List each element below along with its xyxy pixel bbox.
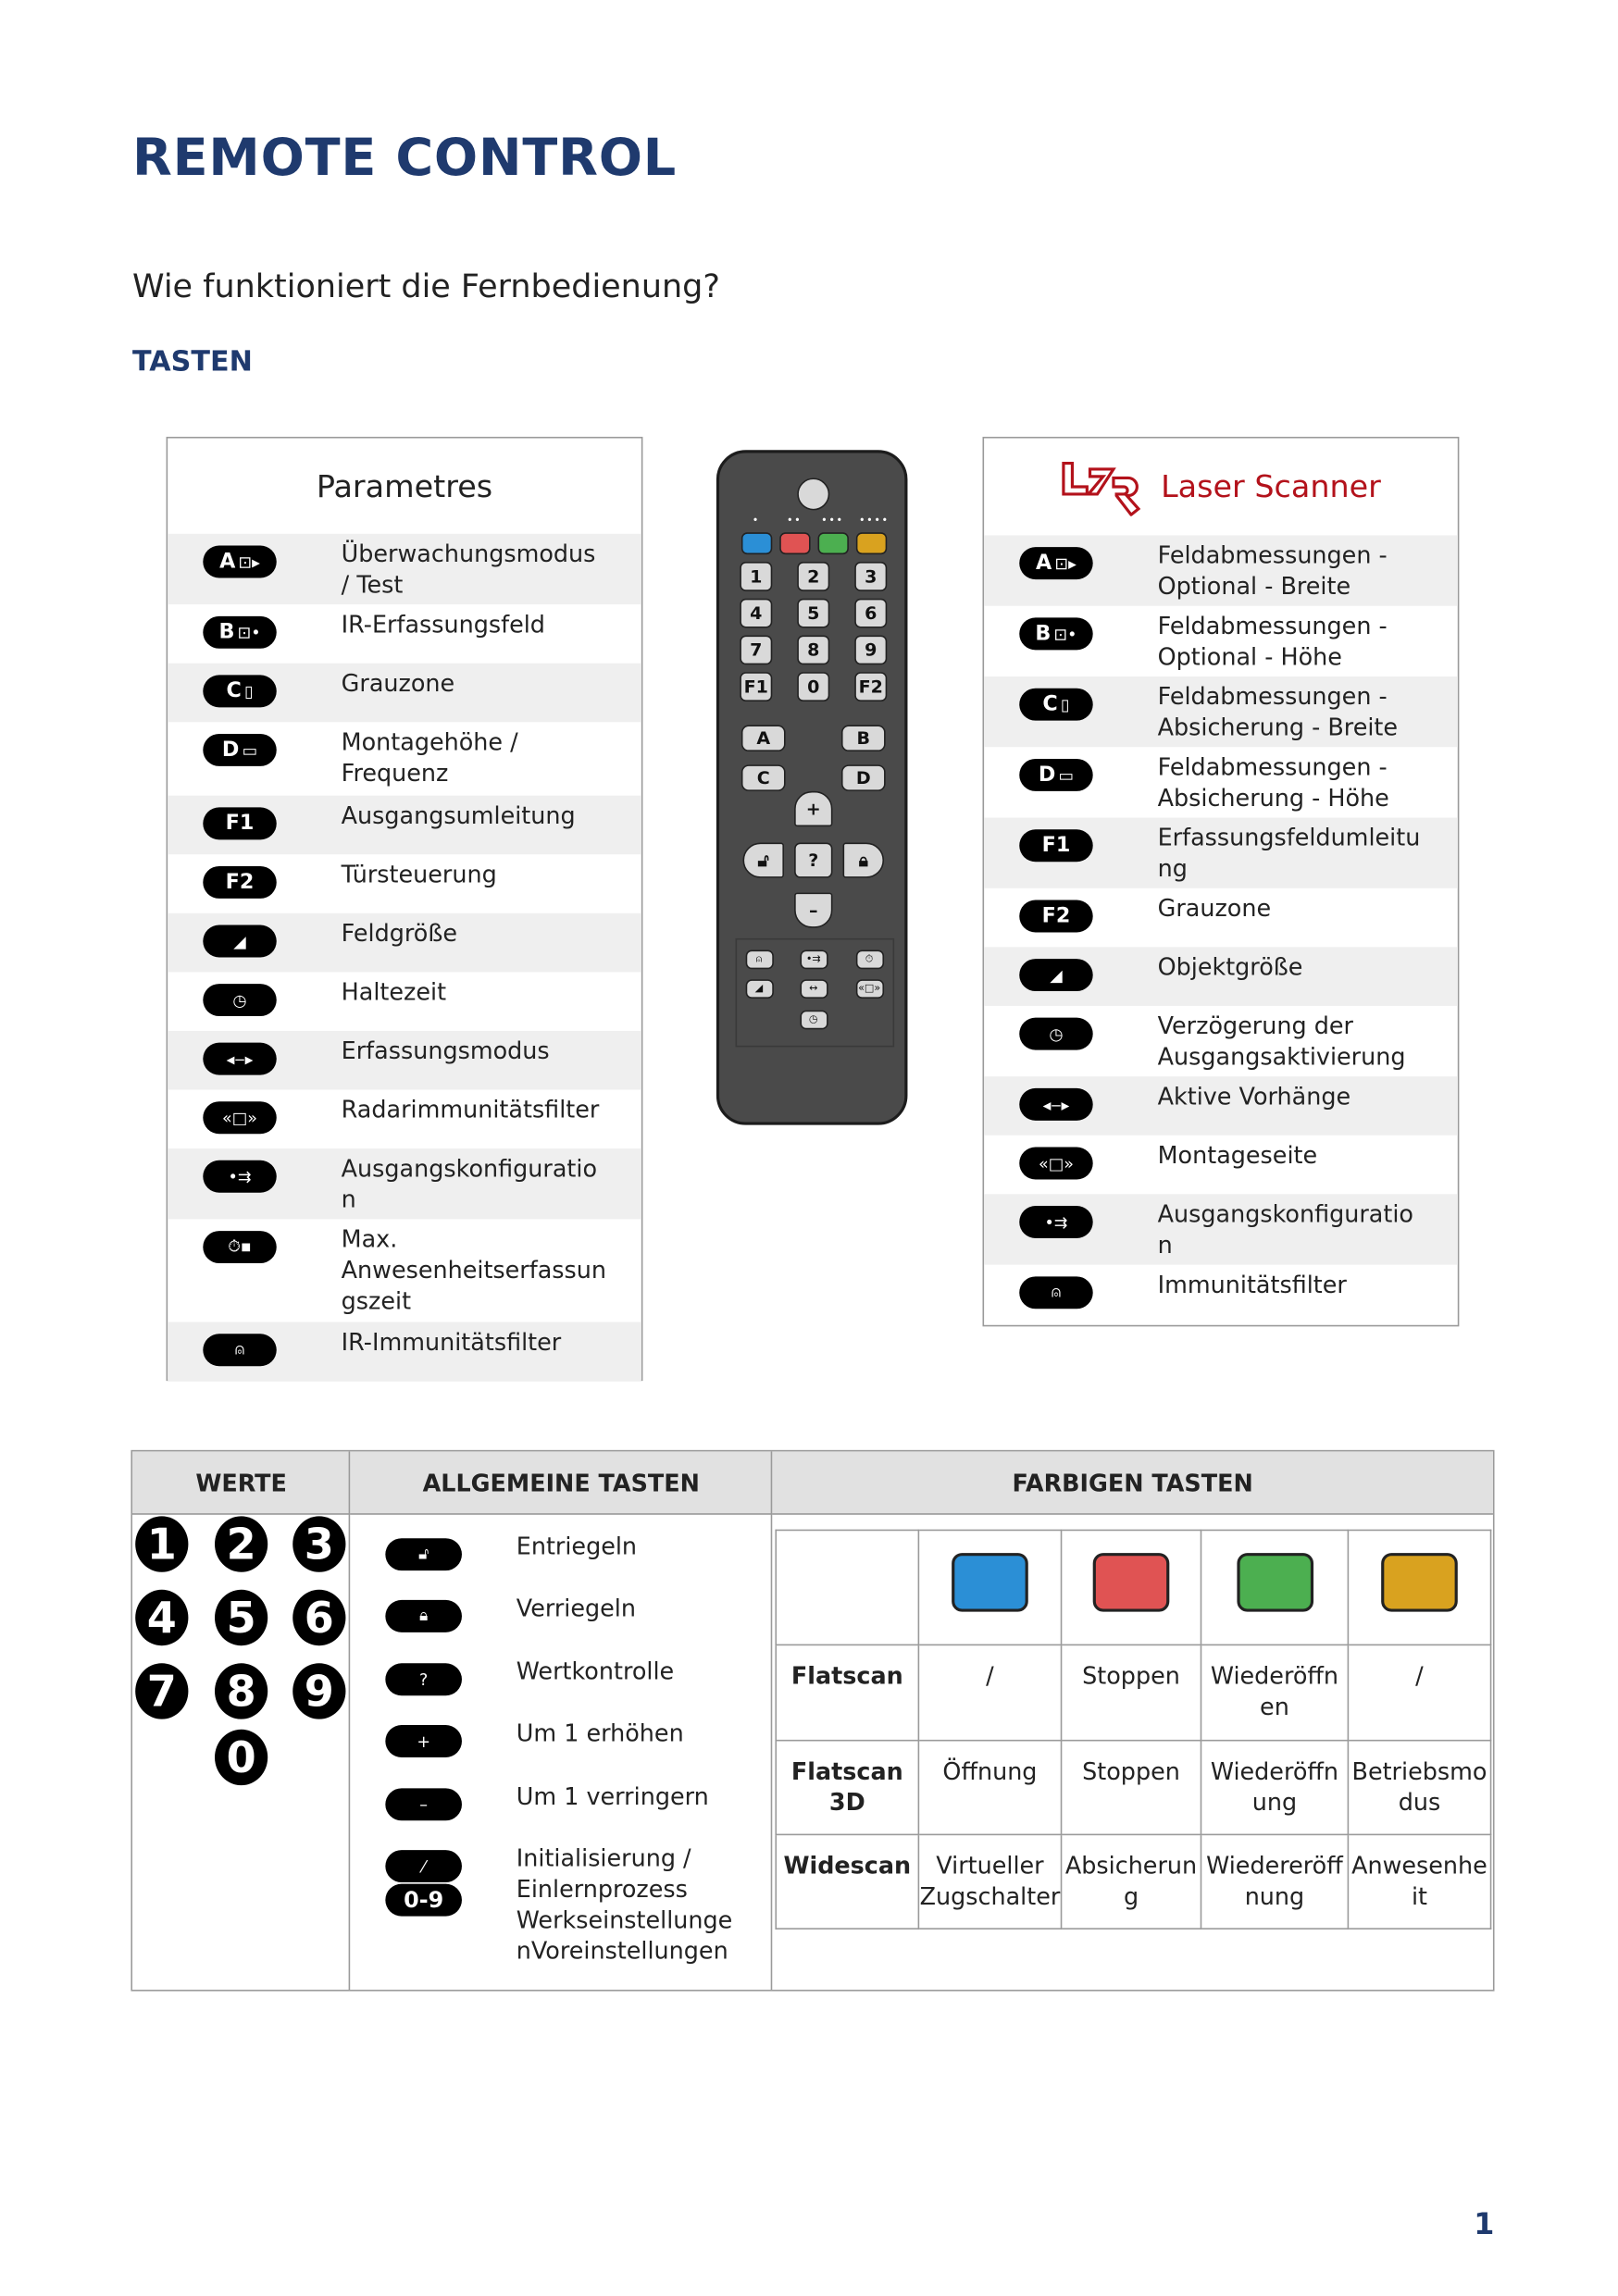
page-subtitle: Wie funktioniert die Fernbedienung?	[132, 268, 720, 306]
parameter-description: Erfassungsmodus	[341, 1036, 550, 1065]
b-field-input-icon	[203, 616, 276, 649]
parameter-description: Montagehöhe / Frequenz	[341, 727, 518, 788]
product-name: Flatscan 3D	[776, 1741, 918, 1835]
parameter-description: Radarimmunitätsfilter	[341, 1095, 600, 1124]
panel-header	[984, 439, 1458, 536]
product-row	[776, 1834, 1490, 1929]
function-cell: Stoppen	[1062, 1644, 1201, 1740]
parameter-list	[168, 534, 641, 1381]
question-icon	[385, 1663, 462, 1695]
icon-glyph: ▭	[242, 740, 258, 760]
color-swatch-cell	[1348, 1530, 1490, 1644]
digits-0-9-icon: 0-9	[385, 1884, 462, 1917]
icon-glyph: ▯	[1060, 694, 1070, 714]
header-values: WERTE	[132, 1451, 350, 1514]
icon-label: F1	[225, 812, 255, 836]
clock-key: ◷	[800, 1010, 828, 1029]
icon-glyph: ◂‒▸	[1042, 1095, 1070, 1114]
radar-immunity-key: «□»	[855, 979, 883, 999]
parameter-row	[168, 1148, 641, 1219]
parameter-description: Immunitätsfilter	[1157, 1270, 1347, 1299]
number-key-6: 6	[854, 599, 887, 628]
size-ramp-icon	[203, 925, 276, 958]
general-key-description: Verriegeln	[516, 1594, 636, 1622]
function-cell: Wiederöffn en	[1201, 1644, 1348, 1740]
icon-glyph: ▯	[243, 681, 254, 701]
parameter-description: Erfassungsfeldumleitu ng	[1157, 823, 1421, 883]
function-cell: /	[1348, 1644, 1490, 1740]
parameter-list	[984, 535, 1458, 1323]
icon-glyph: ⊡▸	[238, 552, 260, 572]
color-swatch	[952, 1553, 1028, 1612]
icon-glyph: •⇉	[228, 1166, 252, 1186]
icon-glyph: «□»	[222, 1108, 257, 1128]
keys-table	[131, 1450, 1494, 1992]
parameter-description: Ausgangskonfiguratio n	[341, 1154, 598, 1213]
icon-glyph: –	[419, 1794, 429, 1815]
a-field-output-icon	[203, 546, 276, 578]
d-field-icon	[1019, 759, 1092, 791]
clock-icon	[1019, 1018, 1092, 1050]
parameter-row	[984, 1265, 1458, 1324]
double-arrow-icon	[203, 1043, 276, 1075]
parameter-row	[168, 913, 641, 973]
c-field-icon	[1019, 689, 1092, 721]
number-key-1: 1	[740, 562, 772, 591]
parameter-row	[168, 664, 641, 723]
output-config-icon	[203, 1160, 276, 1193]
b-field-input-icon	[1019, 617, 1092, 650]
icon-glyph: ⏱▪	[228, 1236, 252, 1257]
icon-glyph: ◷	[1049, 1024, 1064, 1044]
parameter-description: Ausgangsumleitung	[341, 801, 576, 830]
empty-cell	[776, 1530, 918, 1644]
icon-glyph: ▭	[1058, 765, 1075, 785]
icon-label: D	[221, 738, 240, 763]
icon-label: F2	[225, 870, 255, 895]
number-key-F2: F2	[854, 672, 887, 701]
output-config-key: •⇉	[800, 949, 828, 969]
color-swatch	[1381, 1553, 1458, 1612]
parameter-row	[168, 534, 641, 604]
number-key-0: 0	[797, 672, 829, 701]
parameter-description: Ausgangskonfiguratio n	[1157, 1199, 1413, 1260]
function-cell: Anwesenhe it	[1348, 1834, 1490, 1929]
value-digit-5: 5	[215, 1590, 268, 1645]
letter-key-C: C	[741, 764, 786, 791]
number-key-8: 8	[797, 635, 829, 664]
value-digit-1: 1	[135, 1516, 188, 1571]
lzr-logo-icon	[1061, 457, 1152, 516]
parameter-description: Grauzone	[1157, 894, 1272, 923]
parametres-panel	[167, 437, 643, 1381]
icon-glyph: 🔓︎	[417, 1544, 429, 1564]
divider	[771, 1451, 773, 1990]
swatch-row	[776, 1530, 1490, 1644]
lock-key: 🔒︎	[843, 843, 884, 878]
parameter-description: Max. Anwesenheitserfassun gszeit	[341, 1224, 607, 1315]
parameter-description: Feldabmessungen - Optional - Breite	[1157, 540, 1388, 601]
plus-key: +	[794, 791, 832, 826]
parameter-description: Objektgröße	[1157, 952, 1303, 981]
icon-glyph: ⁄	[422, 1856, 426, 1876]
plus-icon	[385, 1725, 462, 1757]
parameter-description: IR-Erfassungsfeld	[341, 610, 545, 639]
value-digit-4: 4	[135, 1590, 188, 1645]
parameter-row	[168, 722, 641, 795]
page-number: 1	[1474, 2205, 1495, 2241]
parameter-description: Türsteuerung	[341, 860, 497, 888]
icon-glyph: ?	[419, 1669, 429, 1690]
letter-key-B: B	[841, 725, 886, 751]
header-colored-keys: FARBIGEN TASTEN	[772, 1451, 1493, 1514]
d-field-icon	[203, 734, 276, 766]
parameter-description: Montageseite	[1157, 1141, 1318, 1170]
size-ramp-icon	[1019, 959, 1092, 991]
icon-glyph: •⇉	[1044, 1212, 1068, 1232]
parameter-row	[984, 888, 1458, 948]
number-key-5: 5	[797, 599, 829, 628]
number-key-2: 2	[797, 562, 829, 591]
minus-icon	[385, 1788, 462, 1820]
function-cell: Öffnung	[918, 1741, 1061, 1835]
color-key-button	[778, 531, 809, 553]
output-config-icon	[1019, 1206, 1092, 1238]
general-key-description: Entriegeln	[516, 1532, 638, 1561]
parameter-row	[168, 972, 641, 1031]
f2-icon	[1019, 900, 1092, 933]
parameter-description: Haltezeit	[341, 977, 447, 1006]
f1-icon	[203, 807, 276, 839]
general-key-description: Um 1 erhöhen	[516, 1719, 684, 1747]
value-digit-8: 8	[215, 1663, 268, 1719]
ir-immunity-key: ⍝	[745, 949, 773, 969]
color-swatch-cell	[1062, 1530, 1201, 1644]
lock-icon	[385, 1600, 462, 1632]
icon-label: A	[219, 550, 236, 574]
panel-header	[168, 439, 641, 534]
value-digit-6: 6	[292, 1590, 345, 1645]
f2-icon	[203, 866, 276, 899]
color-swatch	[1237, 1553, 1313, 1612]
detection-mode-key: ↔	[800, 979, 828, 999]
a-field-output-icon	[1019, 547, 1092, 579]
parameter-row	[168, 796, 641, 855]
icon-glyph: ◢	[233, 931, 246, 951]
icon-glyph: ⊡•	[1053, 624, 1077, 644]
parameter-row	[984, 818, 1458, 888]
minus-key: –	[794, 893, 832, 928]
laser-scanner-panel	[983, 437, 1460, 1326]
general-key-description: Um 1 verringern	[516, 1781, 709, 1811]
number-key-F1: F1	[740, 672, 772, 701]
icon-label: D	[1038, 763, 1056, 788]
divider	[349, 1451, 351, 1990]
f1-icon	[1019, 829, 1092, 862]
parameter-description: Feldgröße	[341, 919, 458, 948]
size-key: ◢	[745, 979, 773, 999]
parameter-row	[984, 1076, 1458, 1136]
ir-immunity-bell-icon	[203, 1334, 276, 1366]
icon-glyph: ◢	[1050, 965, 1063, 985]
parameter-row	[168, 1219, 641, 1322]
product-row	[776, 1741, 1490, 1835]
icon-label: C	[1042, 692, 1058, 716]
presence-timer-icon	[203, 1231, 276, 1263]
number-key-9: 9	[854, 635, 887, 664]
icon-glyph: «□»	[1038, 1153, 1074, 1173]
icon-glyph: +	[417, 1731, 430, 1751]
panel-title: Parametres	[316, 468, 493, 504]
function-cell: Wiederöffn ung	[1201, 1741, 1348, 1835]
function-cell: Absicherun g	[1062, 1834, 1201, 1929]
section-heading: TASTEN	[132, 345, 253, 379]
c-field-icon	[203, 675, 276, 707]
color-key-dots: •	[752, 515, 760, 527]
icon-glyph: ⍝	[234, 1339, 245, 1359]
remote-control-illustration	[716, 450, 908, 1124]
color-key-dots: •••	[821, 515, 844, 527]
icon-glyph: ⊡•	[237, 622, 261, 642]
parameter-row	[168, 1031, 641, 1090]
unlock-icon	[385, 1538, 462, 1570]
parameter-row	[984, 606, 1458, 676]
ir-immunity-bell-icon	[1019, 1276, 1092, 1309]
magic-wand-icon	[385, 1850, 462, 1882]
icon-label: F1	[1041, 834, 1071, 858]
parameter-row	[168, 1322, 641, 1382]
icon-glyph: ◂‒▸	[226, 1049, 254, 1069]
value-digit-2: 2	[215, 1516, 268, 1571]
parameter-row	[984, 947, 1458, 1006]
clock-icon	[203, 984, 276, 1016]
value-digit-3: 3	[292, 1516, 345, 1571]
parameter-description: Verzögerung der Ausgangsaktivierung	[1157, 1011, 1406, 1071]
color-key-button	[855, 531, 886, 553]
general-key-description: Wertkontrolle	[516, 1657, 675, 1686]
parameter-row	[984, 676, 1458, 747]
radar-immunity-icon	[1019, 1147, 1092, 1179]
panel-title: Laser Scanner	[1161, 468, 1381, 505]
letter-key-D: D	[841, 764, 886, 791]
parameter-row	[984, 1194, 1458, 1264]
color-key-button	[741, 531, 771, 553]
icon-label: A	[1036, 551, 1052, 576]
parameter-row	[984, 1006, 1458, 1076]
value-digit-0: 0	[215, 1730, 268, 1785]
parameter-row	[984, 535, 1458, 605]
color-key-dots: ••••	[859, 515, 890, 527]
icon-label: B	[1035, 622, 1052, 646]
product-row	[776, 1644, 1490, 1740]
parameter-description: IR-Immunitätsfilter	[341, 1327, 562, 1357]
parameter-row	[168, 604, 641, 664]
colored-keys-table	[775, 1530, 1491, 1930]
parameter-description: Feldabmessungen - Optional - Höhe	[1157, 612, 1388, 671]
product-name: Widescan	[776, 1834, 918, 1929]
presence-timer-key: ⏱	[855, 949, 883, 969]
header-general-keys: ALLGEMEINE TASTEN	[350, 1451, 772, 1514]
value-digit-9: 9	[292, 1663, 345, 1719]
parameter-description: Überwachungsmodus / Test	[341, 540, 596, 599]
icon-glyph: ⊡▸	[1054, 553, 1077, 573]
number-key-7: 7	[740, 635, 772, 664]
color-key-button	[817, 531, 848, 553]
icon-glyph: ⍝	[1051, 1282, 1062, 1302]
parameter-description: Feldabmessungen - Absicherung - Höhe	[1157, 752, 1389, 813]
icon-label: F2	[1041, 904, 1071, 928]
page-title: REMOTE CONTROL	[132, 129, 678, 189]
value-digit-7: 7	[135, 1663, 188, 1719]
general-key-description: Initialisierung / Einlernprozess Werkseinstellunge nVoreinstellungen	[516, 1843, 733, 1966]
parameter-description: Aktive Vorhänge	[1157, 1082, 1351, 1111]
function-cell: Virtueller Zugschalter	[918, 1834, 1061, 1929]
icon-glyph: ◷	[232, 990, 247, 1010]
icon-label: C	[226, 679, 242, 703]
function-cell: /	[918, 1644, 1061, 1740]
product-name: Flatscan	[776, 1644, 918, 1740]
color-key-dots: ••	[786, 515, 803, 527]
color-swatch-cell	[1201, 1530, 1348, 1644]
parameter-row	[168, 854, 641, 913]
question-key: ?	[794, 843, 832, 878]
function-cell: Wiedereröff nung	[1201, 1834, 1348, 1929]
icon-glyph: 🔒︎	[418, 1606, 429, 1625]
radar-immunity-icon	[203, 1101, 276, 1134]
color-swatch	[1093, 1553, 1170, 1612]
magic-wand-button	[797, 478, 829, 510]
number-key-4: 4	[740, 599, 772, 628]
parameter-description: Grauzone	[341, 669, 455, 698]
function-cell: Stoppen	[1062, 1741, 1201, 1835]
unlock-key: 🔓︎	[742, 843, 783, 878]
letter-key-A: A	[741, 725, 786, 751]
parameter-row	[168, 1090, 641, 1149]
double-arrow-icon	[1019, 1088, 1092, 1121]
parameter-description: Feldabmessungen - Absicherung - Breite	[1157, 682, 1399, 741]
parameter-row	[984, 747, 1458, 817]
number-key-3: 3	[854, 562, 887, 591]
function-cell: Betriebsmo dus	[1348, 1741, 1490, 1835]
color-swatch-cell	[918, 1530, 1061, 1644]
icon-label: B	[218, 620, 235, 645]
parameter-row	[984, 1136, 1458, 1195]
